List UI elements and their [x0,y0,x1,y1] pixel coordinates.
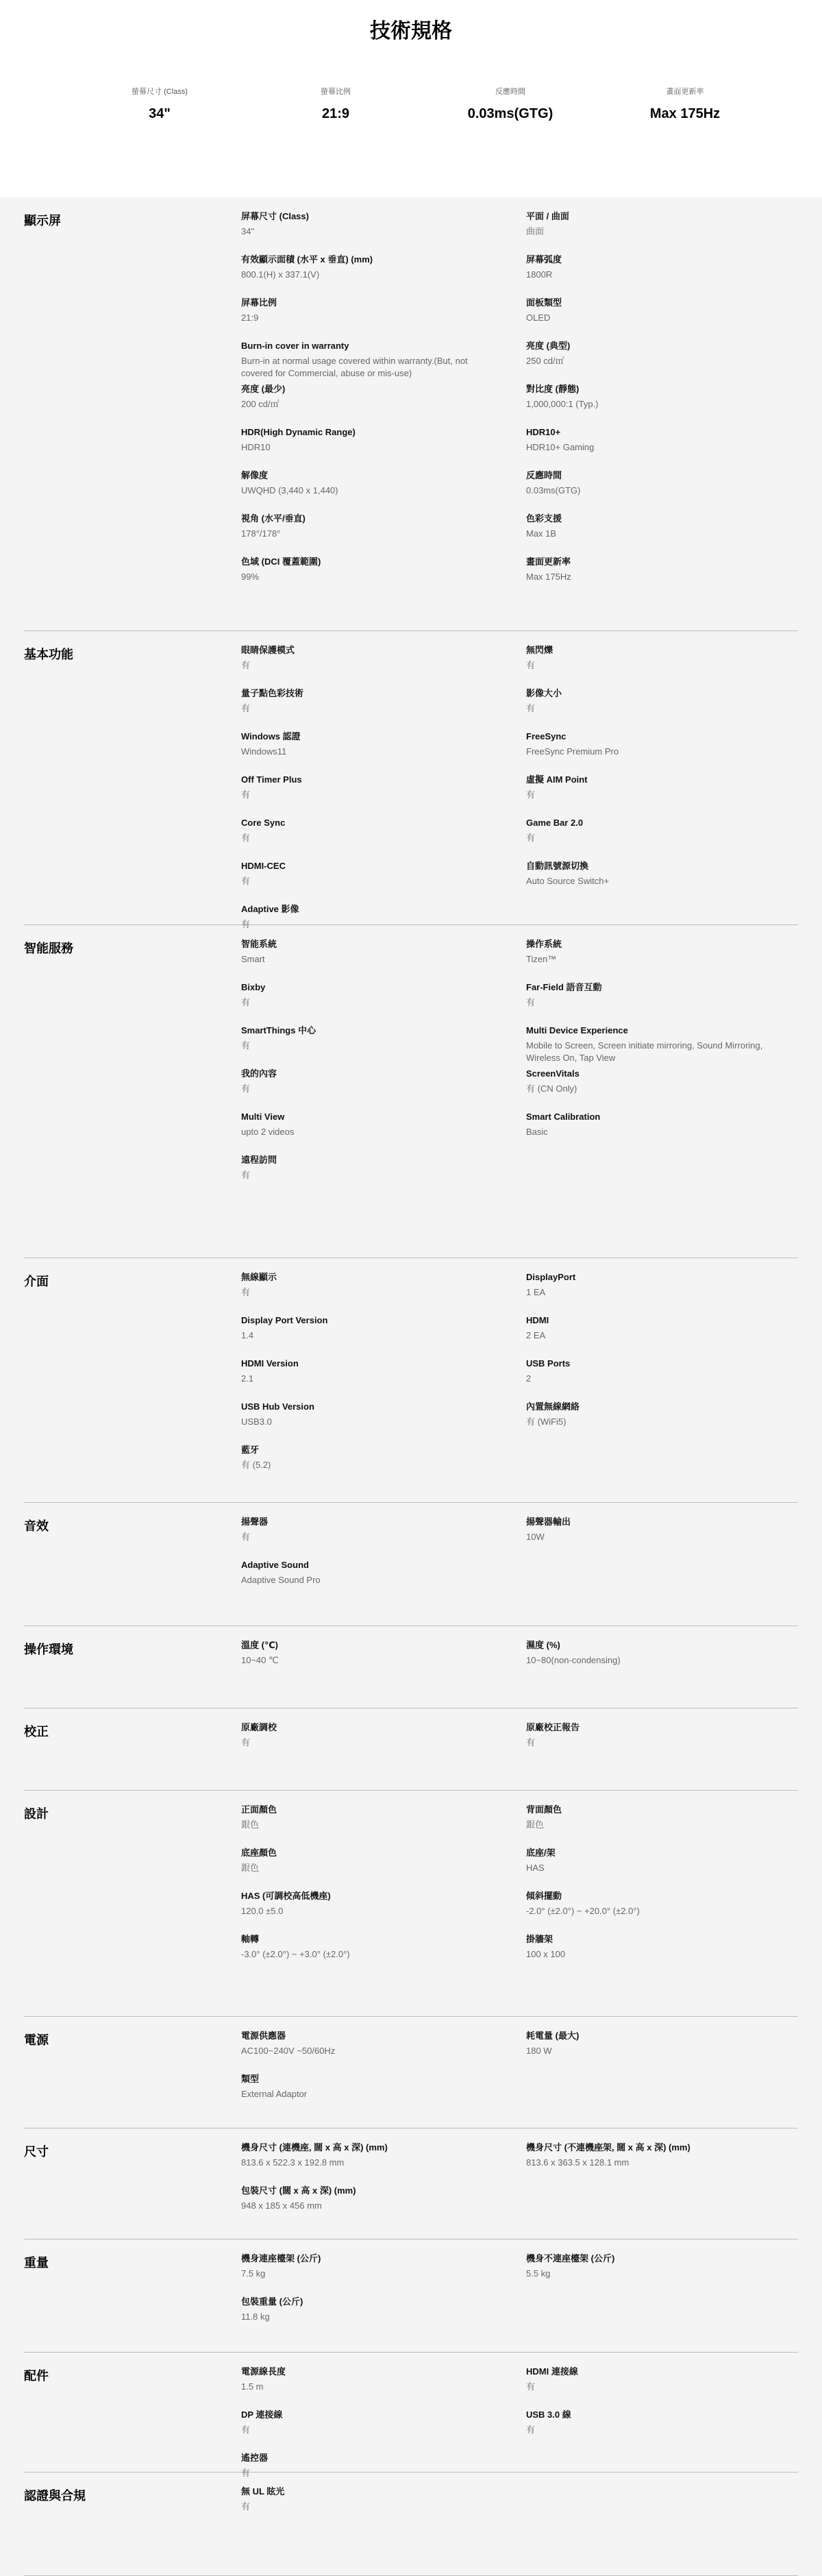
spec-value: 有 [241,660,251,670]
spec-label: Game Bar 2.0 [526,818,584,828]
spec-label: 操作系統 [526,939,562,949]
spec-value: 銀色 [241,1863,260,1873]
highlight-item [247,86,425,122]
spec-value: Max 175Hz [526,572,571,582]
spec-label: 遙控器 [241,2453,269,2463]
spec-label: Multi Device Experience [526,1025,628,1035]
spec-label: 屏幕比例 [241,297,277,308]
spec-item [526,860,773,887]
spec-value: 1,000,000:1 (Typ.) [526,399,599,409]
spec-label: Windows 認證 [241,731,301,741]
spec-item [526,981,773,1009]
spec-value: 10W [526,1532,545,1542]
spec-label: HDMI Version [241,1358,299,1369]
spec-value: 1.5 m [241,2381,264,2392]
spec-value: 有 [241,2425,251,2435]
section-category: 顯示屏 [24,214,61,228]
spec-value: External Adaptor [241,2089,308,2099]
spec-value: 銀色 [241,1819,260,1830]
spec-label: ScreenVitals [526,1068,580,1079]
spec-item [241,2409,488,2436]
spec-value: 有 (5.2) [241,1460,271,1470]
highlights [0,86,822,127]
highlight-item [71,86,249,122]
spec-item [526,513,773,540]
spec-value: 有 [241,2468,251,2478]
spec-item [526,340,773,367]
spec-item [241,1154,488,1181]
spec-item [241,938,488,966]
section-category: 基本功能 [24,648,73,661]
section-category: 設計 [24,1807,49,1821]
spec-item [241,1804,488,1831]
spec-item [241,1516,488,1543]
spec-label: 內置無線網絡 [526,1401,580,1412]
spec-label: USB Ports [526,1358,571,1369]
spec-item [526,1890,773,1917]
spec-label: Multi View [241,1112,285,1122]
spec-item [526,383,773,410]
spec-section [24,1258,798,1503]
spec-item [241,644,488,672]
spec-item [241,1890,488,1917]
spec-label: 平面 / 曲面 [526,211,569,221]
spec-item [241,1068,488,1095]
highlight-value: 0.03ms(GTG) [467,106,553,121]
spec-item [526,1401,773,1428]
section-category: 介面 [24,1275,49,1288]
spec-value: 有 [241,919,251,929]
spec-item [241,731,488,758]
spec-section [24,2017,798,2129]
spec-label: HDR(High Dynamic Range) [241,427,356,437]
spec-value: Tizen™ [526,954,557,964]
spec-value: 7.5 kg [241,2268,266,2279]
spec-value: 1 EA [526,1287,546,1297]
spec-value: -3.0° (±2.0°) ~ +3.0° (±2.0°) [241,1949,350,1959]
spec-value: 120.0 ±5.0 [241,1906,284,1916]
section-category: 認證與合規 [24,2489,86,2503]
highlight-label: 螢幕比例 [321,88,351,96]
spec-value: Max 1B [526,528,557,539]
spec-label: Adaptive Sound [241,1560,309,1570]
spec-item [241,2366,488,2393]
spec-label: Core Sync [241,818,286,828]
spec-item [241,1444,488,1471]
spec-label: 軸轉 [241,1934,260,1944]
spec-label: 面板類型 [526,297,562,308]
spec-label: 無線顯示 [241,1272,277,1282]
spec-section [24,197,798,631]
spec-label: SmartThings 中心 [241,1025,316,1035]
spec-section [24,2240,798,2353]
spec-value: 有 (CN Only) [526,1083,577,1094]
spec-label: 溫度 (℃) [241,1640,279,1650]
spec-label: Smart Calibration [526,1112,601,1122]
spec-section [24,1626,798,1708]
spec-label: USB 3.0 線 [526,2409,571,2420]
spec-label: 藍牙 [241,1445,260,1455]
spec-value: 948 x 185 x 456 mm [241,2200,322,2211]
spec-section [24,925,798,1258]
spec-item [241,1847,488,1874]
spec-value: Windows11 [241,746,287,757]
spec-label: 我的內容 [241,1068,277,1079]
spec-label: Display Port Version [241,1315,328,1325]
spec-label: 遠程訪問 [241,1155,277,1165]
spec-value: 有 [526,833,536,843]
spec-item [241,2142,488,2169]
spec-section [24,631,798,929]
spec-item [241,687,488,715]
spec-value: 2 EA [526,1330,546,1340]
spec-value: 有 [241,1083,251,1094]
spec-label: 耗電量 (最大) [526,2031,580,2041]
spec-label: DisplayPort [526,1272,576,1282]
spec-item [241,2253,488,2280]
spec-label: 反應時間 [526,470,562,480]
spec-value: 有 [241,997,251,1007]
spec-item [526,1721,773,1749]
spec-item [526,469,773,497]
highlight-label: 畫面更新率 [666,88,704,96]
spec-value: Adaptive Sound Pro [241,1575,321,1585]
spec-item [526,1933,773,1961]
spec-item [526,2030,773,2057]
section-category: 重量 [24,2256,49,2270]
spec-value: 有 [526,2425,536,2435]
spec-item [241,1933,488,1961]
spec-item [241,1314,488,1342]
spec-value: 2 [526,1373,532,1384]
spec-value: 有 [526,2381,536,2392]
spec-item [526,687,773,715]
spec-item [526,774,773,801]
spec-item [241,469,488,497]
spec-item [241,1111,488,1138]
spec-section [24,2353,798,2478]
spec-section [24,2129,798,2240]
spec-value: -2.0° (±2.0°) ~ +20.0° (±2.0°) [526,1906,640,1916]
spec-value: 813.6 x 363.5 x 128.1 mm [526,2157,630,2168]
section-category: 尺寸 [24,2145,49,2159]
spec-label: 機身尺寸 (不連機座架, 闊 x 高 x 深) (mm) [526,2142,690,2152]
spec-label: 傾斜擺動 [526,1891,562,1901]
spec-item [241,2030,488,2057]
spec-label: 智能系統 [241,939,277,949]
spec-item [526,817,773,844]
spec-label: 濕度 (%) [526,1640,560,1650]
spec-sections [0,197,822,2576]
spec-item [241,513,488,540]
spec-value: Smart [241,954,265,964]
section-category: 電源 [24,2033,49,2047]
spec-label: 揚聲器輸出 [526,1517,571,1527]
spec-label: 自動訊號源切換 [526,861,589,871]
spec-value: 有 [526,789,536,800]
spec-label: USB Hub Version [241,1401,314,1412]
spec-label: 機身尺寸 (連機座, 闊 x 高 x 深) (mm) [241,2142,388,2152]
page-title: 技術規格 [370,20,452,42]
spec-item [241,254,488,281]
spec-item [526,2366,773,2393]
spec-item [241,774,488,801]
spec-value: 180 W [526,2046,552,2056]
spec-value: 銀色 [526,1819,545,1830]
spec-label: HDMI [526,1315,549,1325]
section-category: 配件 [24,2369,49,2383]
spec-section [24,1791,798,2017]
spec-value: HAS [526,1863,545,1873]
spec-value: 2.1 [241,1373,254,1384]
spec-label: Burn-in cover in warranty [241,341,349,351]
spec-value: Burn-in at normal usage covered within warranty.(But, not covered for Commercial, abuse or mis-use) [241,356,468,378]
spec-value: 800.1(H) x 337.1(V) [241,269,320,280]
spec-label: 揚聲器 [241,1517,269,1527]
spec-item [526,938,773,966]
spec-value: 100 x 100 [526,1949,566,1959]
spec-value: 99% [241,572,260,582]
section-category: 操作環境 [24,1643,73,1656]
spec-section [24,1503,798,1626]
spec-item [526,254,773,281]
spec-value: 有 [241,2501,251,2512]
spec-item [241,1025,488,1052]
spec-value: upto 2 videos [241,1127,295,1137]
spec-item [526,2409,773,2436]
spec-value: 有 [241,1737,251,1747]
spec-value: 有 [241,1040,251,1051]
spec-value: AC100~240V ~50/60Hz [241,2046,336,2056]
section-category: 校正 [24,1725,49,1739]
spec-value: FreeSync Premium Pro [526,746,619,757]
spec-value: 有 [241,833,251,843]
spec-value: 250 cd/㎡ [526,356,564,366]
spec-value: 曲面 [526,226,545,236]
spec-value: 有 [241,1532,251,1542]
spec-label: 包裝重量 (公斤) [241,2296,303,2307]
highlight-label: 螢幕尺寸 (Class) [132,88,188,96]
spec-label: 屏幕尺寸 (Class) [241,211,309,221]
spec-value: 5.5 kg [526,2268,551,2279]
spec-item [241,2296,488,2323]
highlight-value: 21:9 [321,106,350,121]
spec-label: 包裝尺寸 (闊 x 高 x 深) (mm) [241,2185,356,2196]
spec-item [526,1639,773,1667]
spec-value: 178°/178° [241,528,281,539]
highlight-item [421,86,599,122]
spec-item [241,556,488,583]
spec-value: 有 [526,997,536,1007]
spec-value: 0.03ms(GTG) [526,485,581,495]
spec-label: 原廠校正報告 [526,1722,580,1732]
spec-item [526,1025,773,1064]
spec-value: 有 [241,1170,251,1180]
spec-item [241,297,488,324]
spec-item [241,1559,488,1586]
spec-value: HDR10 [241,442,271,452]
spec-item [241,426,488,454]
spec-label: 底座/架 [526,1848,556,1858]
spec-label: 電源供應器 [241,2031,286,2041]
spec-label: 亮度 (典型) [526,341,571,351]
spec-label: 有效顯示面積 (水平 x 垂直) (mm) [241,254,373,265]
spec-item [241,1639,488,1667]
spec-item [526,1804,773,1831]
spec-item [526,1111,773,1138]
spec-value: OLED [526,312,551,323]
spec-item [526,556,773,583]
spec-item [241,981,488,1009]
spec-label: 機身連座檯架 (公斤) [241,2253,321,2264]
spec-label: 影像大小 [526,688,562,698]
spec-value: Basic [526,1127,548,1137]
spec-item [241,1401,488,1428]
spec-item [241,1271,488,1299]
spec-item [526,426,773,454]
spec-label: DP 連接線 [241,2409,283,2420]
spec-item [241,1358,488,1385]
highlight-label: 反應時間 [495,88,525,96]
spec-item [526,644,773,672]
spec-item [526,297,773,324]
spec-value: 200 cd/㎡ [241,399,279,409]
spec-item [526,1358,773,1385]
spec-value: 21:9 [241,312,259,323]
spec-label: 色域 (DCI 覆蓋範圍) [241,556,321,567]
spec-item [241,383,488,410]
spec-label: HDMI-CEC [241,861,286,871]
spec-label: 底座顏色 [241,1848,277,1858]
spec-label: Off Timer Plus [241,774,302,785]
spec-value: Mobile to Screen, Screen initiate mirroring, Sound Mirroring, Wireless On, Tap View [526,1040,763,1063]
spec-label: 屏幕弧度 [526,254,562,265]
spec-label: 畫面更新率 [526,556,571,567]
spec-item [241,1721,488,1749]
spec-value: USB3.0 [241,1416,272,1427]
spec-item [526,2142,773,2169]
spec-label: 虛擬 AIM Point [526,774,588,785]
spec-value: Auto Source Switch+ [526,876,610,886]
spec-item [241,2185,488,2212]
spec-section [24,2473,798,2576]
spec-item [526,1068,773,1095]
section-category: 音效 [24,1519,49,1533]
spec-value: 有 [241,1287,251,1297]
section-category: 智能服務 [24,942,73,955]
spec-item [526,1847,773,1874]
spec-item [526,1314,773,1342]
spec-value: HDR10+ Gaming [526,442,595,452]
spec-item [526,2253,773,2280]
spec-item [241,210,488,238]
spec-item [526,1516,773,1543]
spec-value: 有 [241,876,251,886]
spec-value: 有 [241,703,251,713]
spec-item [241,817,488,844]
spec-label: 亮度 (最少) [241,384,286,394]
spec-value: 11.8 kg [241,2311,270,2322]
spec-section [24,1708,798,1791]
spec-label: 背面顏色 [526,1804,562,1815]
spec-label: 機身不連座檯架 (公斤) [526,2253,615,2264]
spec-value: 10~80(non-condensing) [526,1655,621,1665]
spec-item [241,2486,488,2513]
spec-label: 對比度 (靜態) [526,384,580,394]
spec-value: 有 [241,789,251,800]
highlight-value: 34" [149,106,171,121]
top-summary [0,0,822,197]
spec-label: 解像度 [241,470,269,480]
spec-label: Far-Field 語音互動 [526,982,602,992]
spec-item [526,210,773,238]
spec-label: FreeSync [526,731,566,741]
spec-label: 電源線長度 [241,2366,286,2377]
spec-label: HAS (可調校高低機座) [241,1891,331,1901]
spec-value: 有 [526,703,536,713]
spec-label: 掛牆架 [526,1934,553,1944]
spec-label: 無閃爍 [526,645,553,655]
spec-value: 34" [241,226,255,236]
spec-item [241,860,488,887]
spec-label: 原廠調校 [241,1722,277,1732]
spec-label: 視角 (水平/垂直) [241,513,306,524]
spec-value: 有 [526,660,536,670]
highlight-item [596,86,774,122]
spec-label: HDMI 連接線 [526,2366,578,2377]
spec-value: 1.4 [241,1330,254,1340]
spec-label: 無 UL 眩光 [241,2486,285,2497]
spec-value: UWQHD (3,440 x 1,440) [241,485,338,495]
spec-label: 色彩支援 [526,513,562,524]
spec-label: Bixby [241,982,266,992]
spec-item [241,340,488,380]
spec-item [526,731,773,758]
spec-label: Adaptive 影像 [241,904,299,914]
spec-value: 有 [526,1737,536,1747]
spec-label: 類型 [241,2074,260,2084]
spec-value: 1800R [526,269,553,280]
spec-item [526,1271,773,1299]
highlight-value: Max 175Hz [649,106,721,121]
spec-value: 813.6 x 522.3 x 192.8 mm [241,2157,345,2168]
spec-label: HDR10+ [526,427,561,437]
spec-item [241,2073,488,2100]
spec-label: 眼睛保護模式 [241,645,295,655]
spec-value: 10~40 ℃ [241,1655,279,1665]
spec-label: 正面顏色 [241,1804,277,1815]
spec-label: 量子點色彩技術 [241,688,304,698]
spec-value: 有 (WiFi5) [526,1416,566,1427]
